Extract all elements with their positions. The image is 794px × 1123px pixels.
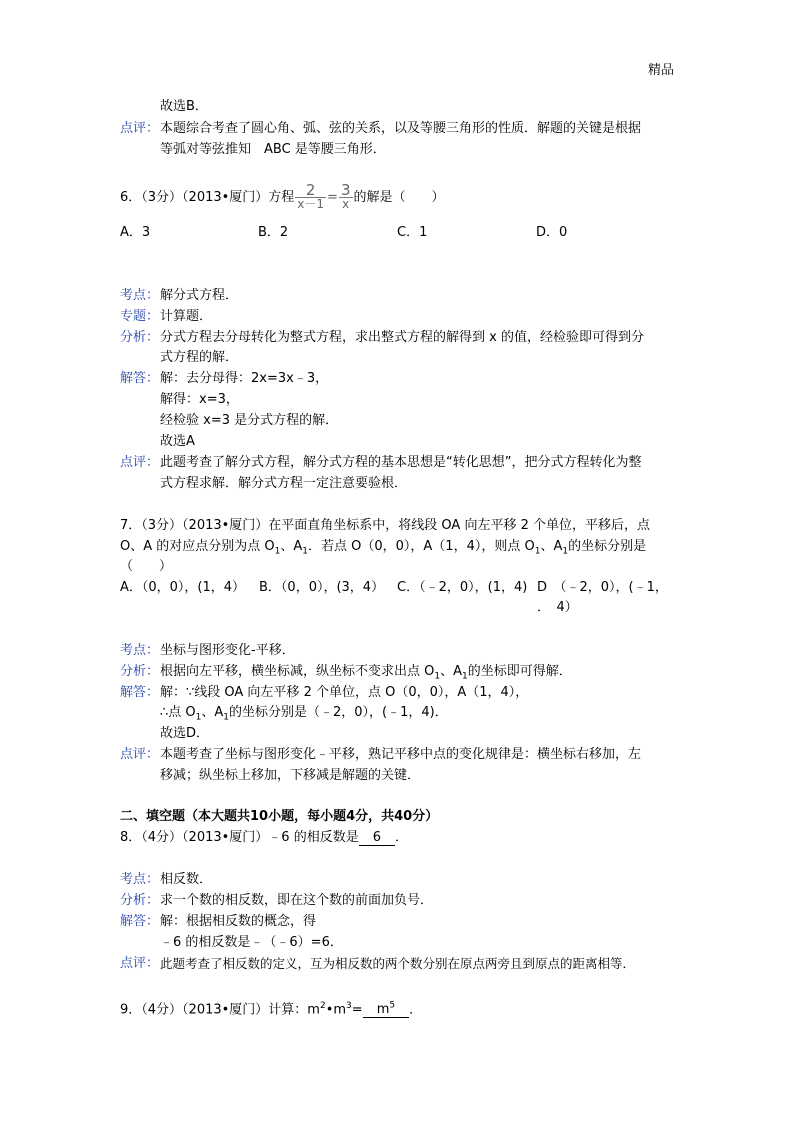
q9-answer — [363, 1002, 409, 1018]
q5-comment-tag: 点评： — [120, 121, 160, 136]
q7-jieda-part: 、A — [201, 705, 224, 720]
section2-title: 二、填空题（本大题共10小题，每小题4分，共40分） — [120, 809, 439, 824]
q6-zhuanti: 计算题． — [160, 309, 213, 324]
q6-option-d: D．0 — [536, 225, 568, 240]
q5-answer: 故选B． — [160, 99, 208, 114]
q7-dianping-line2: 移减；纵坐标上移加，下移减是解题的关键． — [160, 768, 421, 783]
q6-frac2-num: 3 — [340, 181, 351, 199]
q7-sub: 1 — [534, 546, 541, 557]
q7-fenxi-tag: 分析： — [120, 664, 160, 679]
q7-jieda-part: 的坐标分别是（﹣2，0），(﹣1，4)． — [229, 705, 448, 720]
q7-jieda-line3: 故选D． — [160, 726, 210, 741]
q6-fenxi-line2: 式方程的解． — [160, 350, 239, 365]
q6-fraction-1 — [295, 181, 326, 211]
q6-prefix: 6．（3分）（2013•厦门）方程 — [120, 190, 295, 205]
q6-jieda-line1: 解：去分母得：2x=3x﹣3， — [160, 371, 329, 386]
q7-fenxi — [160, 663, 572, 686]
q7-jieda-part: ∴点 O — [160, 705, 196, 720]
q9-exp: 2 — [319, 1001, 326, 1011]
q9-eq: = — [351, 1002, 363, 1018]
q7-stem-part: 、A — [280, 539, 303, 554]
q8-jieda-line1: 解：根据相反数的概念，得 — [160, 914, 317, 929]
q6-option-c: C．1 — [397, 225, 428, 240]
q6-jieda-line3: 经检验 x=3 是分式方程的解． — [160, 413, 339, 428]
q7-dianping-line1: 本题考查了坐标与图形变化﹣平移，熟记平移中点的变化规律是：横坐标右移加，左 — [160, 747, 642, 762]
q6-frac2-den: x — [342, 197, 350, 211]
q8-answer: 6 — [359, 830, 395, 846]
q6-dianping-line2: 式方程求解．解分式方程一定注意要验根． — [160, 476, 408, 491]
q7-sub: 1 — [274, 546, 281, 557]
q8-kaodian: 相反数． — [160, 872, 213, 887]
q7-sub: 1 — [223, 712, 230, 723]
q8-jieda-tag: 解答： — [120, 914, 160, 929]
q6-kaodian: 解分式方程． — [160, 288, 239, 303]
q7-fenxi-part: 、A — [440, 664, 463, 679]
q8-dianping: 此题考查了相反数的定义，互为相反数的两个数分别在原点两旁且到原点的距离相等． — [160, 956, 636, 971]
q6-dianping-line1: 此题考查了解分式方程，解分式方程的基本思想是“转化思想”，把分式方程转化为整 — [160, 455, 642, 470]
q9-answer-base: m — [376, 1002, 390, 1018]
q7-option-d-line1: D （﹣2，0），(﹣1， — [537, 580, 668, 595]
q8-stem — [120, 829, 408, 847]
q6-fenxi-tag: 分析： — [120, 330, 160, 345]
q8-fenxi-tag: 分析： — [120, 893, 160, 908]
q7-sub: 1 — [434, 671, 441, 682]
q6-option-a: A．3 — [120, 225, 151, 240]
q6-jieda-line2: 解得：x=3， — [160, 392, 239, 407]
q9-answer-exp: 5 — [389, 1001, 396, 1011]
q6-kaodian-tag: 考点： — [120, 288, 160, 303]
q7-fenxi-part: 的坐标即可得解． — [467, 664, 572, 679]
q7-option-d-line2: ． 4） — [537, 600, 578, 615]
q9-suffix: ． — [409, 1002, 423, 1018]
q6-dianping-tag: 点评： — [120, 455, 160, 470]
q6-eq: = — [327, 190, 338, 205]
q7-stem-part: 的坐标分别是 — [568, 539, 647, 554]
q8-dianping-tag: 点评： — [120, 956, 160, 971]
q7-stem-part: ．若点 O（0，0），A（1，4），则点 O — [308, 539, 535, 554]
q9-prefix: 9．（4分）（2013•厦门）计算：m — [120, 1002, 320, 1018]
q8-fenxi: 求一个数的相反数，即在这个数的前面加负号． — [160, 893, 434, 908]
q7-dianping-tag: 点评： — [120, 747, 160, 762]
q8-suffix: ． — [394, 830, 408, 845]
q6-jieda-line4: 故选A — [160, 434, 195, 449]
q7-stem-part: O、A 的对应点分别为点 O — [120, 539, 275, 554]
q6-fenxi-line1: 分式方程去分母转化为整式方程，求出整式方程的解得到 x 的值，经检验即可得到分 — [160, 330, 644, 345]
q7-option-a: A．（0，0），(1，4） — [120, 580, 246, 595]
header-mark: 精品 — [648, 63, 675, 78]
q9-exp: 3 — [346, 1001, 352, 1011]
q7-stem-part: 、A — [540, 539, 563, 554]
q6-fraction-2 — [339, 181, 353, 211]
q7-sub: 1 — [562, 546, 569, 557]
q6-zhuanti-tag: 专题： — [120, 309, 160, 324]
q7-jieda-line2 — [160, 704, 448, 727]
q9-part: •m — [325, 1002, 347, 1018]
q7-sub: 1 — [195, 712, 202, 723]
q7-sub: 1 — [302, 546, 308, 557]
q7-stem-line2 — [120, 538, 646, 561]
q8-jieda-line2: ﹣6 的相反数是﹣（﹣6）=6． — [160, 935, 343, 950]
q6-jieda-tag: 解答： — [120, 371, 160, 386]
q7-jieda-tag: 解答： — [120, 685, 160, 700]
q5-comment-line2: 等弧对等弦推知 ABC 是等腰三角形． — [160, 142, 386, 157]
q6-frac1-den: x－1 — [297, 197, 325, 211]
q7-kaodian: 坐标与图形变化-平移． — [160, 643, 295, 658]
q6-stem — [120, 183, 445, 213]
q7-option-c: C．（﹣2，0），(1，4) — [397, 580, 528, 595]
q6-suffix: 的解是（ ） — [353, 190, 445, 205]
q5-comment-line1: 本题综合考查了圆心角、弧、弦的关系，以及等腰三角形的性质．解题的关键是根据 — [160, 121, 642, 136]
q6-option-b: B．2 — [258, 225, 289, 240]
q7-fenxi-part: 根据向左平移，横坐标减，纵坐标不变求出点 O — [160, 664, 435, 679]
q6-frac1-num: 2 — [295, 184, 326, 198]
q7-option-b: B．（0，0），(3，4） — [259, 580, 385, 595]
q7-sub: 1 — [462, 671, 468, 682]
q9-stem — [120, 997, 422, 1019]
q7-stem-line1: 7．（3分）（2013•厦门）在平面直角坐标系中，将线段 OA 向左平移 2 个单位，平移后，点 — [120, 518, 650, 533]
q7-stem-line3: （ ） — [120, 559, 173, 574]
q7-jieda-line1: 解：∵线段 OA 向左平移 2 个单位，点 O（0，0），A（1，4）， — [160, 685, 529, 700]
q7-kaodian-tag: 考点： — [120, 643, 160, 658]
q8-kaodian-tag: 考点： — [120, 872, 160, 887]
q8-prefix: 8．（4分）（2013•厦门）﹣6 的相反数是 — [120, 830, 359, 845]
